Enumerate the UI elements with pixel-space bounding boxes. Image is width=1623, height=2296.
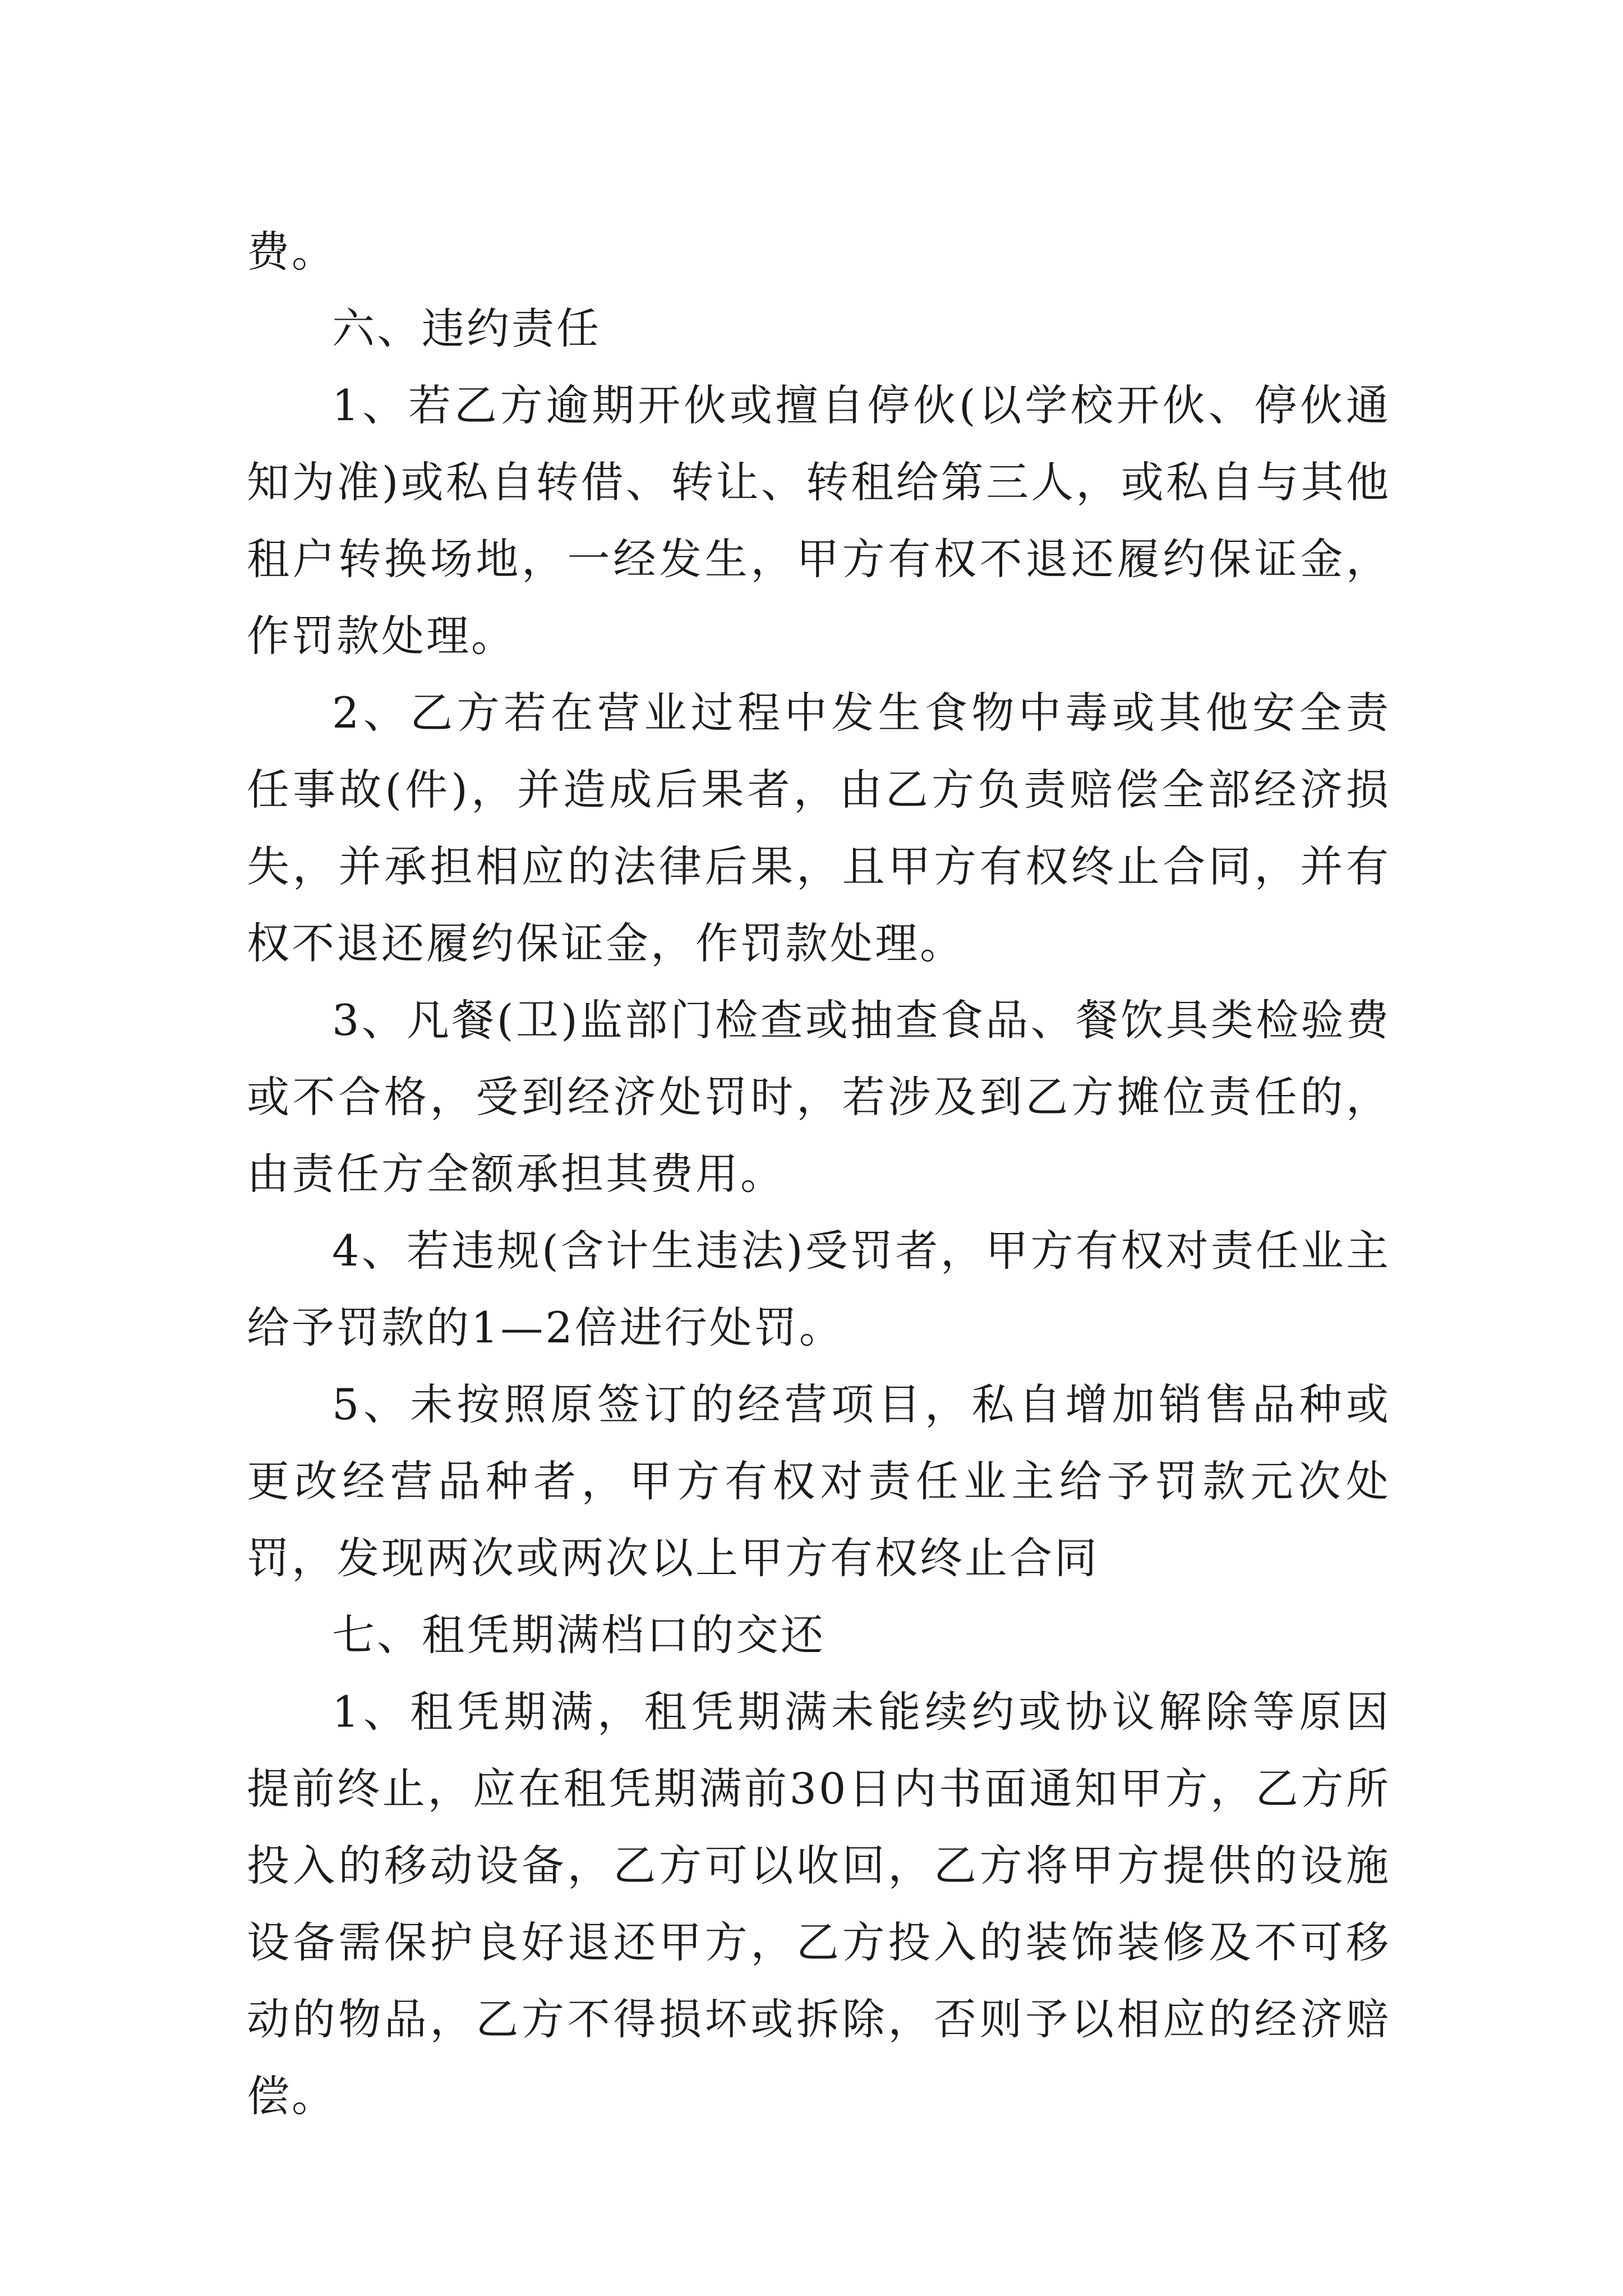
paragraph-continuation: 费。 (247, 227, 336, 277)
section-heading-breach-liability: 六、违约责任 (332, 303, 601, 353)
clause-6-4: 4、若违规(含计生违法)受罚者，甲方有权对责任业主给予罚款的1—2倍进行处罚。 (247, 1226, 1391, 1352)
clause-6-2: 2、乙方若在营业过程中发生食物中毒或其他安全责任事故(件)，并造成后果者，由乙方负责赔偿全部经济损失，并承担相应的法律后果，且甲方有权终止合同，并有权不退还履约保证金，作罚款处理。 (247, 688, 1391, 968)
clause-6-1: 1、若乙方逾期开伙或擅自停伙(以学校开伙、停伙通知为准)或私自转借、转让、转租给第三人，或私自与其他租户转换场地，一经发生，甲方有权不退还履约保证金，作罚款处理。 (247, 380, 1391, 661)
clause-6-5: 5、未按照原签订的经营项目，私自增加销售品种或更改经营品种者，甲方有权对责任业主给予罚款元次处罚，发现两次或两次以上甲方有权终止合同 (247, 1379, 1391, 1583)
section-heading-stall-return: 七、租凭期满档口的交还 (332, 1610, 826, 1660)
clause-7-1: 1、租凭期满，租凭期满未能续约或协议解除等原因提前终止，应在租凭期满前30日内书面通知甲方，乙方所投入的移动设备，乙方可以收回，乙方将甲方提供的设施设备需保护良好退还甲方，乙方投入的装饰装修及不可移动的物品，乙方不得损坏或拆除，否则予以相应的经济赔偿。 (247, 1687, 1391, 2121)
clause-6-3: 3、凡餐(卫)监部门检查或抽查食品、餐饮具类检验费或不合格，受到经济处罚时，若涉及到乙方摊位责任的，由责任方全额承担其费用。 (247, 995, 1391, 1199)
document-body (247, 213, 1391, 2134)
